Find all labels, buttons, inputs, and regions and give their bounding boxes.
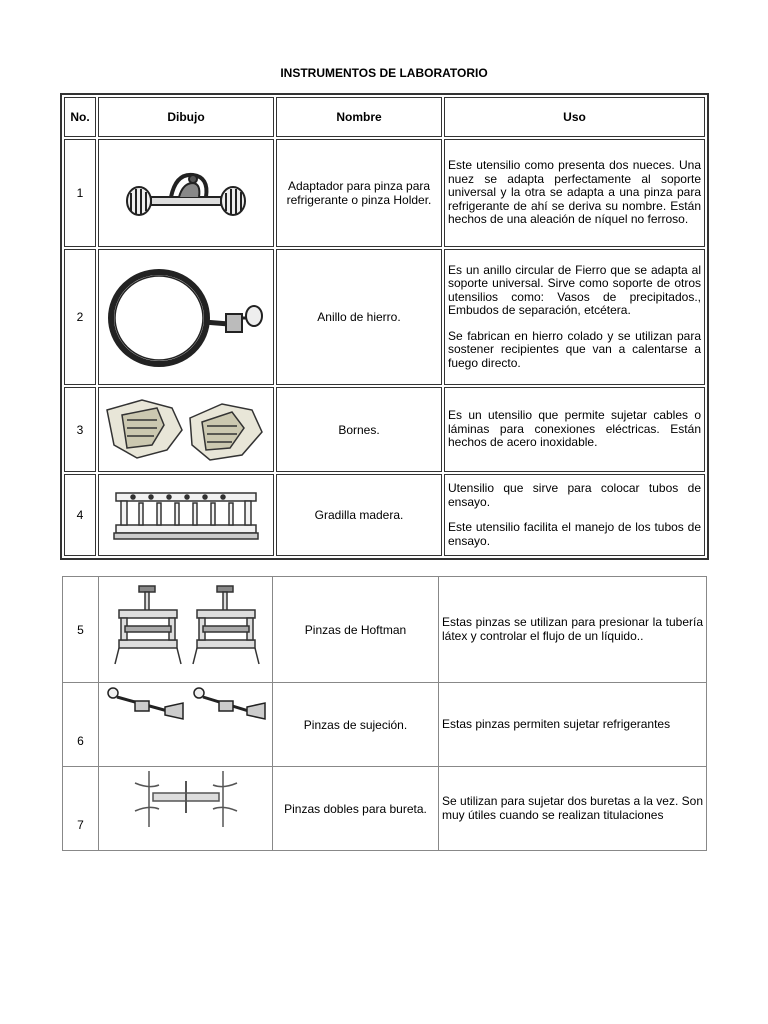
instruments-table-part-1 <box>60 93 709 560</box>
double-burette-clamp-icon <box>99 767 273 851</box>
terminal-clamps-icon <box>98 387 274 472</box>
header-uso: Uso <box>444 97 705 137</box>
use-paragraph: Este utensilio facilita el manejo de los tubos de ensayo. <box>448 520 701 548</box>
use-paragraph: Este utensilio como presenta dos nueces. Una nuez se adapta perfectamente al soporte universal y la otra se adapta a una pinza para refrigerante de ahí se deriva su nombre. Están hechos de una aleación de níquel no ferroso. <box>448 158 701 227</box>
instrument-use <box>444 474 705 556</box>
table-row <box>64 139 705 247</box>
header-dibujo: Dibujo <box>98 97 274 137</box>
row-number: 2 <box>64 249 96 385</box>
row-number: 7 <box>63 767 99 851</box>
instruments-table-part-2 <box>62 576 707 851</box>
row-number: 4 <box>64 474 96 556</box>
table-row <box>63 577 707 683</box>
instrument-use <box>439 577 707 683</box>
instrument-name: Gradilla madera. <box>276 474 442 556</box>
instrument-use <box>439 767 707 851</box>
table-row <box>64 387 705 472</box>
page-title: INSTRUMENTOS DE LABORATORIO <box>280 66 488 80</box>
instrument-use <box>444 139 705 247</box>
instrument-use <box>444 249 705 385</box>
table-row <box>64 249 705 385</box>
use-paragraph: Utensilio que sirve para colocar tubos de ensayo. <box>448 481 701 509</box>
hoffman-clamps-icon <box>99 577 273 683</box>
table-row <box>63 683 707 767</box>
use-paragraph: Estas pinzas se utilizan para presionar la tubería látex y controlar el flujo de un líquido.. <box>442 615 703 643</box>
instrument-name: Adaptador para pinza para refrigerante o pinza Holder. <box>276 139 442 247</box>
use-paragraph: Estas pinzas permiten sujetar refrigerantes <box>442 716 671 731</box>
header-no: No. <box>64 97 96 137</box>
use-paragraph: Se utilizan para sujetar dos buretas a la vez. Son muy útiles cuando se realizan titulaciones <box>442 794 703 822</box>
instrument-use <box>439 683 707 767</box>
use-paragraph: Se fabrican en hierro colado y se utilizan para sostener recipientes que van a calentarse a fuego directo. <box>448 328 701 370</box>
holding-clamps-icon <box>99 683 273 767</box>
row-number: 1 <box>64 139 96 247</box>
header-nombre: Nombre <box>276 97 442 137</box>
table-row <box>63 767 707 851</box>
instrument-name: Pinzas dobles para bureta. <box>273 767 439 851</box>
row-number: 6 <box>63 683 99 767</box>
holder-clamp-icon <box>98 139 274 247</box>
instrument-use <box>444 387 705 472</box>
instrument-name: Pinzas de sujeción. <box>273 683 439 767</box>
instrument-name: Anillo de hierro. <box>276 249 442 385</box>
iron-ring-icon <box>98 249 274 385</box>
row-number: 5 <box>63 577 99 683</box>
test-tube-rack-icon <box>98 474 274 556</box>
instrument-name: Pinzas de Hoftman <box>273 577 439 683</box>
use-paragraph: Es un utensilio que permite sujetar cables o láminas para conexiones eléctricas. Están hechos de acero inoxidable. <box>448 408 701 450</box>
instrument-name: Bornes. <box>276 387 442 472</box>
row-number: 3 <box>64 387 96 472</box>
use-paragraph: Es un anillo circular de Fierro que se adapta al soporte universal. Sirve como soporte de otros utensilios como: Vasos de precipitados., Embudos de separación, etcétera. <box>448 262 701 318</box>
table-row <box>64 474 705 556</box>
